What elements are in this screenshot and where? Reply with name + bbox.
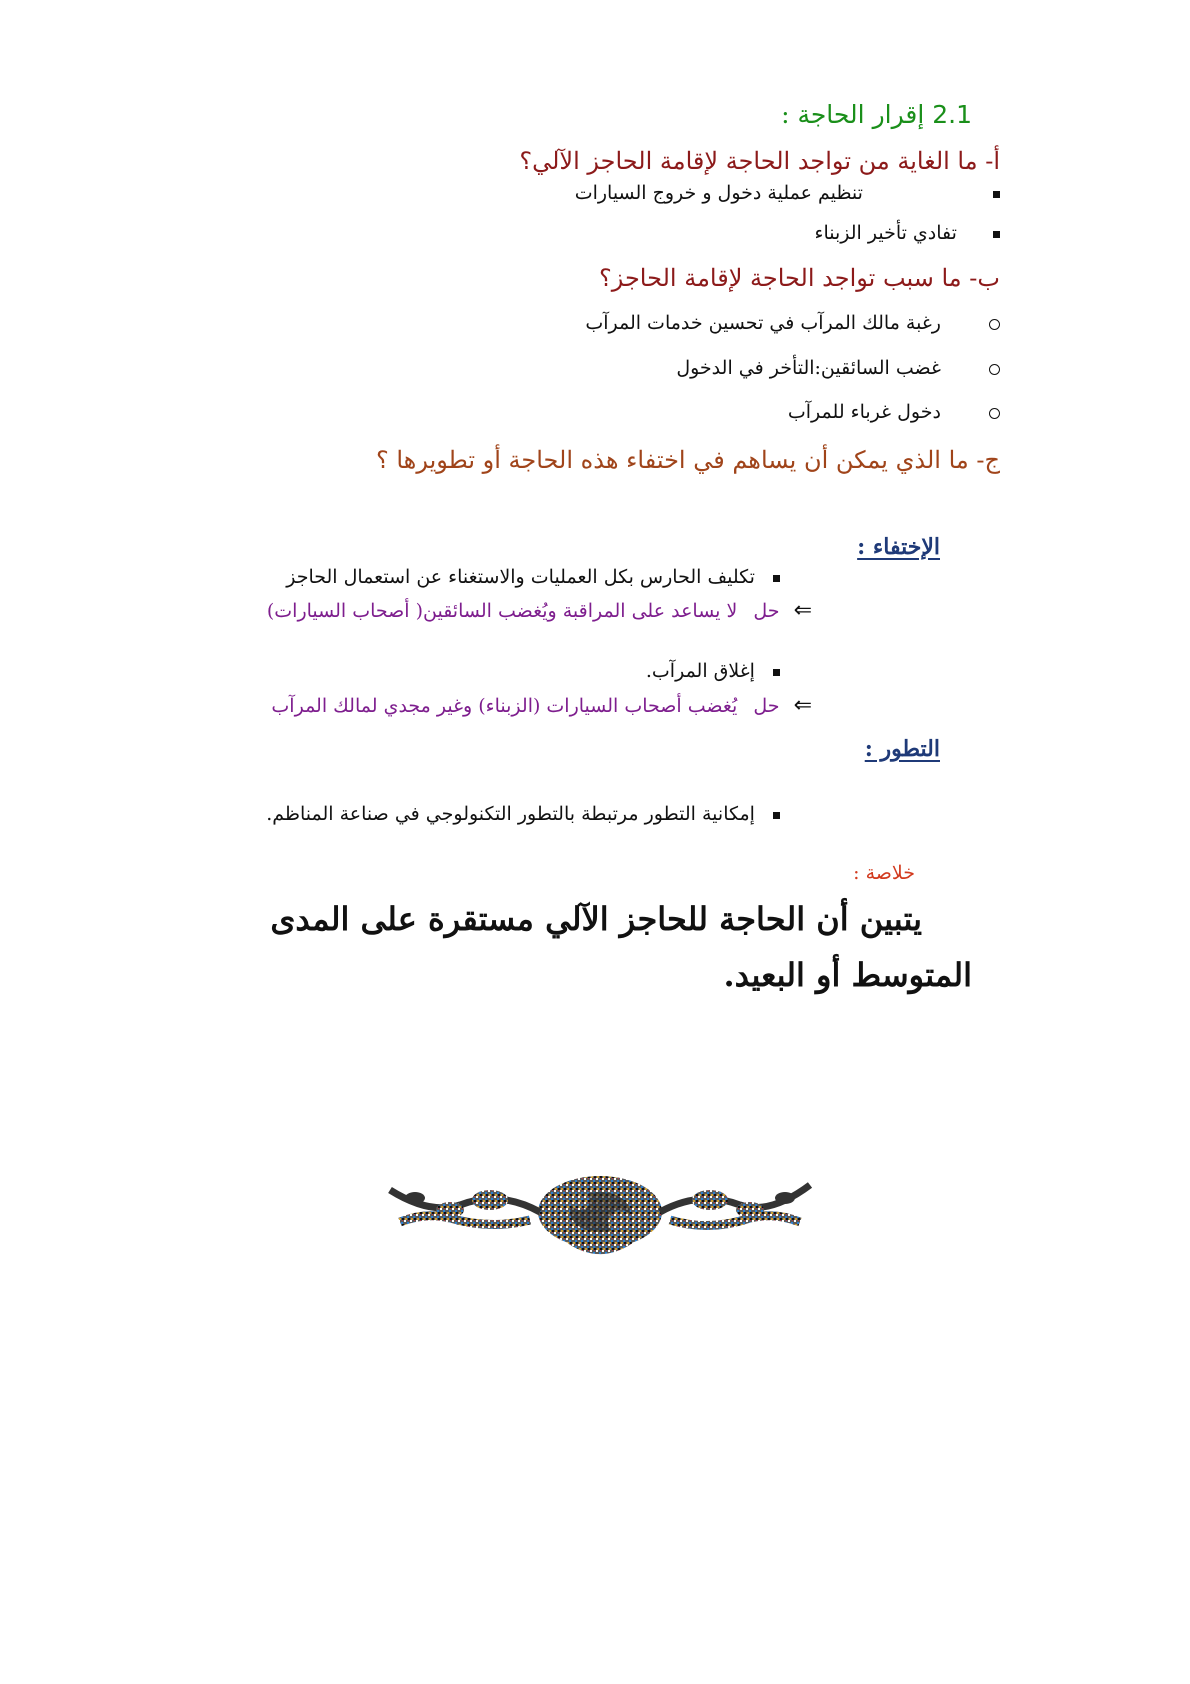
list-item <box>286 566 780 588</box>
square-bullet-icon <box>993 231 1000 238</box>
floral-divider-icon <box>380 1160 820 1265</box>
list-item <box>266 803 780 825</box>
square-bullet-icon <box>773 575 780 582</box>
list-item-text: تنظيم عملية دخول و خروج السيارات <box>574 182 863 204</box>
list-item-text: إمكانية التطور مرتبطة بالتطور التكنولوجي في صناعة المناظم. <box>266 803 755 825</box>
question-b: ب- ما سبب تواجد الحاجة لإقامة الحاجز؟ <box>598 264 1000 292</box>
development-heading: التطور : <box>864 736 940 762</box>
list-item <box>815 222 1000 244</box>
list-item <box>646 660 780 682</box>
double-arrow-icon: ⇐ <box>793 598 812 623</box>
list-item-text: رغبة مالك المرآب في تحسين خدمات المرآب <box>585 312 941 334</box>
list-item-text: غضب السائقين:التأخر في الدخول <box>676 357 941 379</box>
section-heading <box>781 100 972 129</box>
list-item <box>585 312 1000 334</box>
square-bullet-icon <box>773 669 780 676</box>
result-prefix: حل <box>753 600 780 622</box>
summary-line-2: المتوسط أو البعيد. <box>723 956 972 994</box>
list-item <box>180 182 1000 204</box>
result-line <box>271 693 812 718</box>
circle-bullet-icon <box>989 364 1000 375</box>
result-line <box>267 598 812 623</box>
result-text: يُغضب أصحاب السيارات (الزبناء) وغير مجدي لمالك المرآب <box>271 695 738 717</box>
section-title: إقرار الحاجة : <box>781 100 925 129</box>
summary-line-1: يتبين أن الحاجة للحاجز الآلي مستقرة على المدى <box>270 900 922 938</box>
list-item-text: إغلاق المرآب. <box>645 660 755 682</box>
list-item <box>788 401 1000 423</box>
double-arrow-icon: ⇐ <box>793 693 812 718</box>
summary-label: خلاصة : <box>853 862 915 884</box>
list-item-text: دخول غرباء للمرآب <box>787 401 941 423</box>
list-item-text: تفادي تأخير الزبناء <box>814 222 957 244</box>
question-c: ج- ما الذي يمكن أن يساهم في اختفاء هذه الحاجة أو تطويرها ؟ <box>375 446 1000 474</box>
result-prefix: حل <box>753 695 780 717</box>
list-item <box>676 357 1000 379</box>
circle-bullet-icon <box>989 319 1000 330</box>
question-a: أ- ما الغاية من تواجد الحاجة لإقامة الحاجز الآلي؟ <box>519 147 1000 175</box>
result-text: لا يساعد على المراقبة ويُغضب السائقين( أصحاب السيارات) <box>266 600 738 622</box>
disappearance-heading: الإختفاء : <box>857 534 940 560</box>
section-number: 2.1 <box>932 100 972 129</box>
square-bullet-icon <box>773 812 780 819</box>
square-bullet-icon <box>993 191 1000 198</box>
circle-bullet-icon <box>989 408 1000 419</box>
list-item-text: تكليف الحارس بكل العمليات والاستغناء عن استعمال الحاجز <box>286 566 755 588</box>
